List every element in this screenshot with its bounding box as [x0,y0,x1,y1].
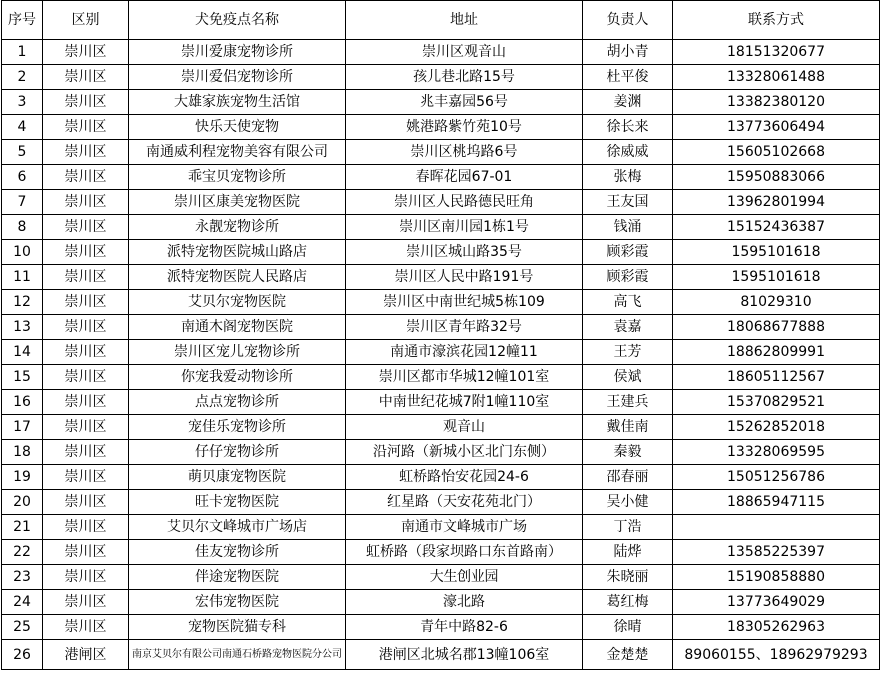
cell-address: 兆丰嘉园56号 [346,90,583,115]
cell-clinic-name: 崇川爱康宠物诊所 [129,40,346,65]
cell-clinic-name: 宠物医院猫专科 [129,615,346,640]
cell-address: 中南世纪花城7附1幢110室 [346,390,583,415]
cell-phone: 13328069595 [673,440,880,465]
cell-district: 崇川区 [43,215,129,240]
cell-index: 13 [2,315,43,340]
cell-phone: 18068677888 [673,315,880,340]
cell-phone: 15950883066 [673,165,880,190]
table-row [2,165,880,190]
cell-index: 8 [2,215,43,240]
cell-address: 虹桥路怡安花园24-6 [346,465,583,490]
cell-contact-person: 戴佳南 [583,415,673,440]
cell-clinic-name: 南通木阁宠物医院 [129,315,346,340]
cell-address: 红星路（天安花苑北门） [346,490,583,515]
table-body [2,40,880,670]
cell-address: 崇川区青年路32号 [346,315,583,340]
cell-index: 2 [2,65,43,90]
cell-index: 22 [2,540,43,565]
cell-contact-person: 徐威威 [583,140,673,165]
cell-phone: 13585225397 [673,540,880,565]
cell-address: 崇川区城山路35号 [346,240,583,265]
cell-index: 3 [2,90,43,115]
cell-index: 4 [2,115,43,140]
cell-index: 5 [2,140,43,165]
cell-address: 港闸区北城名郡13幢106室 [346,640,583,670]
cell-address: 南通市濠滨花园12幢11 [346,340,583,365]
cell-address: 姚港路紫竹苑10号 [346,115,583,140]
cell-clinic-name: 崇川爱侣宠物诊所 [129,65,346,90]
cell-index: 12 [2,290,43,315]
cell-index: 26 [2,640,43,670]
cell-address: 崇川区人民中路191号 [346,265,583,290]
cell-district: 崇川区 [43,440,129,465]
cell-district: 崇川区 [43,565,129,590]
cell-phone: 15370829521 [673,390,880,415]
cell-index: 19 [2,465,43,490]
cell-contact-person: 邵春丽 [583,465,673,490]
cell-phone: 15605102668 [673,140,880,165]
cell-phone: 81029310 [673,290,880,315]
cell-district: 崇川区 [43,490,129,515]
table-row [2,340,880,365]
cell-index: 20 [2,490,43,515]
cell-phone [673,515,880,540]
cell-clinic-name: 伴途宠物医院 [129,565,346,590]
table-row [2,65,880,90]
cell-clinic-name: 派特宠物医院城山路店 [129,240,346,265]
cell-phone: 18862809991 [673,340,880,365]
cell-index: 6 [2,165,43,190]
cell-phone: 13328061488 [673,65,880,90]
cell-index: 17 [2,415,43,440]
cell-contact-person: 侯斌 [583,365,673,390]
cell-address: 沿河路（新城小区北门东侧） [346,440,583,465]
cell-index: 24 [2,590,43,615]
cell-phone: 18305262963 [673,615,880,640]
cell-phone: 89060155、18962979293 [673,640,880,670]
cell-clinic-name: 点点宠物诊所 [129,390,346,415]
cell-contact-person: 张梅 [583,165,673,190]
table-row [2,265,880,290]
cell-index: 1 [2,40,43,65]
table-row [2,190,880,215]
cell-contact-person: 葛红梅 [583,590,673,615]
cell-clinic-name: 宠佳乐宠物诊所 [129,415,346,440]
cell-index: 21 [2,515,43,540]
header-index: 序号 [2,1,43,40]
cell-index: 25 [2,615,43,640]
header-district: 区别 [43,1,129,40]
cell-contact-person: 钱涌 [583,215,673,240]
cell-clinic-name: 仔仔宠物诊所 [129,440,346,465]
cell-index: 23 [2,565,43,590]
cell-phone: 18151320677 [673,40,880,65]
cell-index: 15 [2,365,43,390]
table-row [2,640,880,670]
header-contact-person: 负责人 [583,1,673,40]
cell-index: 16 [2,390,43,415]
cell-phone: 15262852018 [673,415,880,440]
table-row [2,615,880,640]
cell-district: 港闸区 [43,640,129,670]
cell-address: 南通市文峰城市广场 [346,515,583,540]
cell-district: 崇川区 [43,365,129,390]
table-row [2,90,880,115]
cell-address: 春晖花园67-01 [346,165,583,190]
cell-contact-person: 王建兵 [583,390,673,415]
cell-contact-person: 朱晓丽 [583,565,673,590]
table-row [2,415,880,440]
cell-address: 崇川区中南世纪城5栋109 [346,290,583,315]
cell-contact-person: 袁嘉 [583,315,673,340]
cell-district: 崇川区 [43,415,129,440]
cell-contact-person: 丁浩 [583,515,673,540]
table-row [2,290,880,315]
cell-district: 崇川区 [43,290,129,315]
table-row [2,540,880,565]
cell-index: 10 [2,240,43,265]
table-row [2,315,880,340]
cell-clinic-name: 崇川区康美宠物医院 [129,190,346,215]
cell-contact-person: 顾彩霞 [583,265,673,290]
cell-address: 崇川区南川园1栋1号 [346,215,583,240]
cell-clinic-name: 大雄家族宠物生活馆 [129,90,346,115]
table-row [2,365,880,390]
cell-contact-person: 高飞 [583,290,673,315]
header-address: 地址 [346,1,583,40]
table-row [2,590,880,615]
cell-phone: 15190858880 [673,565,880,590]
cell-district: 崇川区 [43,390,129,415]
cell-clinic-name: 佳友宠物诊所 [129,540,346,565]
cell-address: 崇川区人民路德民旺角 [346,190,583,215]
cell-phone: 15051256786 [673,465,880,490]
cell-phone: 1595101618 [673,240,880,265]
cell-address: 观音山 [346,415,583,440]
cell-contact-person: 王友国 [583,190,673,215]
cell-address: 崇川区桃坞路6号 [346,140,583,165]
cell-phone: 13382380120 [673,90,880,115]
cell-district: 崇川区 [43,240,129,265]
header-clinic-name: 犬免疫点名称 [129,1,346,40]
cell-address: 濠北路 [346,590,583,615]
cell-index: 18 [2,440,43,465]
cell-contact-person: 胡小青 [583,40,673,65]
cell-district: 崇川区 [43,615,129,640]
cell-contact-person: 吴小健 [583,490,673,515]
cell-phone: 15152436387 [673,215,880,240]
cell-contact-person: 姜渊 [583,90,673,115]
cell-clinic-name: 乖宝贝宠物诊所 [129,165,346,190]
cell-clinic-name: 南京艾贝尔有限公司南通石桥路宠物医院分公司 [129,640,346,670]
table-row [2,215,880,240]
table-row [2,40,880,65]
cell-phone: 13773606494 [673,115,880,140]
table-row [2,515,880,540]
cell-phone: 18865947115 [673,490,880,515]
cell-phone: 1595101618 [673,265,880,290]
cell-clinic-name: 艾贝尔宠物医院 [129,290,346,315]
cell-address: 孩儿巷北路15号 [346,65,583,90]
cell-contact-person: 徐长来 [583,115,673,140]
cell-district: 崇川区 [43,90,129,115]
cell-clinic-name: 永靓宠物诊所 [129,215,346,240]
cell-index: 11 [2,265,43,290]
table-row [2,115,880,140]
table-row [2,240,880,265]
cell-district: 崇川区 [43,540,129,565]
table-row [2,440,880,465]
cell-district: 崇川区 [43,515,129,540]
cell-contact-person: 徐晴 [583,615,673,640]
cell-district: 崇川区 [43,315,129,340]
table-row [2,565,880,590]
cell-district: 崇川区 [43,465,129,490]
cell-district: 崇川区 [43,65,129,90]
cell-district: 崇川区 [43,165,129,190]
clinic-table [1,0,880,670]
cell-clinic-name: 派特宠物医院人民路店 [129,265,346,290]
header-row [2,1,880,40]
cell-address: 大生创业园 [346,565,583,590]
cell-contact-person: 金楚楚 [583,640,673,670]
cell-clinic-name: 萌贝康宠物医院 [129,465,346,490]
cell-district: 崇川区 [43,265,129,290]
cell-clinic-name: 你宠我爱动物诊所 [129,365,346,390]
cell-address: 崇川区都市华城12幢101室 [346,365,583,390]
cell-district: 崇川区 [43,190,129,215]
cell-contact-person: 顾彩霞 [583,240,673,265]
cell-address: 虹桥路（段家坝路口东首路南） [346,540,583,565]
cell-clinic-name: 南通威利程宠物美容有限公司 [129,140,346,165]
cell-contact-person: 陆烨 [583,540,673,565]
cell-district: 崇川区 [43,340,129,365]
cell-phone: 18605112567 [673,365,880,390]
cell-clinic-name: 崇川区宠儿宠物诊所 [129,340,346,365]
cell-index: 7 [2,190,43,215]
cell-district: 崇川区 [43,115,129,140]
cell-clinic-name: 宏伟宠物医院 [129,590,346,615]
cell-clinic-name: 旺卡宠物医院 [129,490,346,515]
cell-contact-person: 杜平俊 [583,65,673,90]
table-row [2,465,880,490]
cell-contact-person: 秦毅 [583,440,673,465]
cell-address: 青年中路82-6 [346,615,583,640]
header-phone: 联系方式 [673,1,880,40]
cell-district: 崇川区 [43,40,129,65]
cell-district: 崇川区 [43,140,129,165]
table-row [2,390,880,415]
cell-phone: 13773649029 [673,590,880,615]
cell-index: 14 [2,340,43,365]
cell-contact-person: 王芳 [583,340,673,365]
cell-district: 崇川区 [43,590,129,615]
cell-address: 崇川区观音山 [346,40,583,65]
cell-phone: 13962801994 [673,190,880,215]
table-row [2,490,880,515]
table-row [2,140,880,165]
cell-clinic-name: 快乐天使宠物 [129,115,346,140]
cell-clinic-name: 艾贝尔文峰城市广场店 [129,515,346,540]
